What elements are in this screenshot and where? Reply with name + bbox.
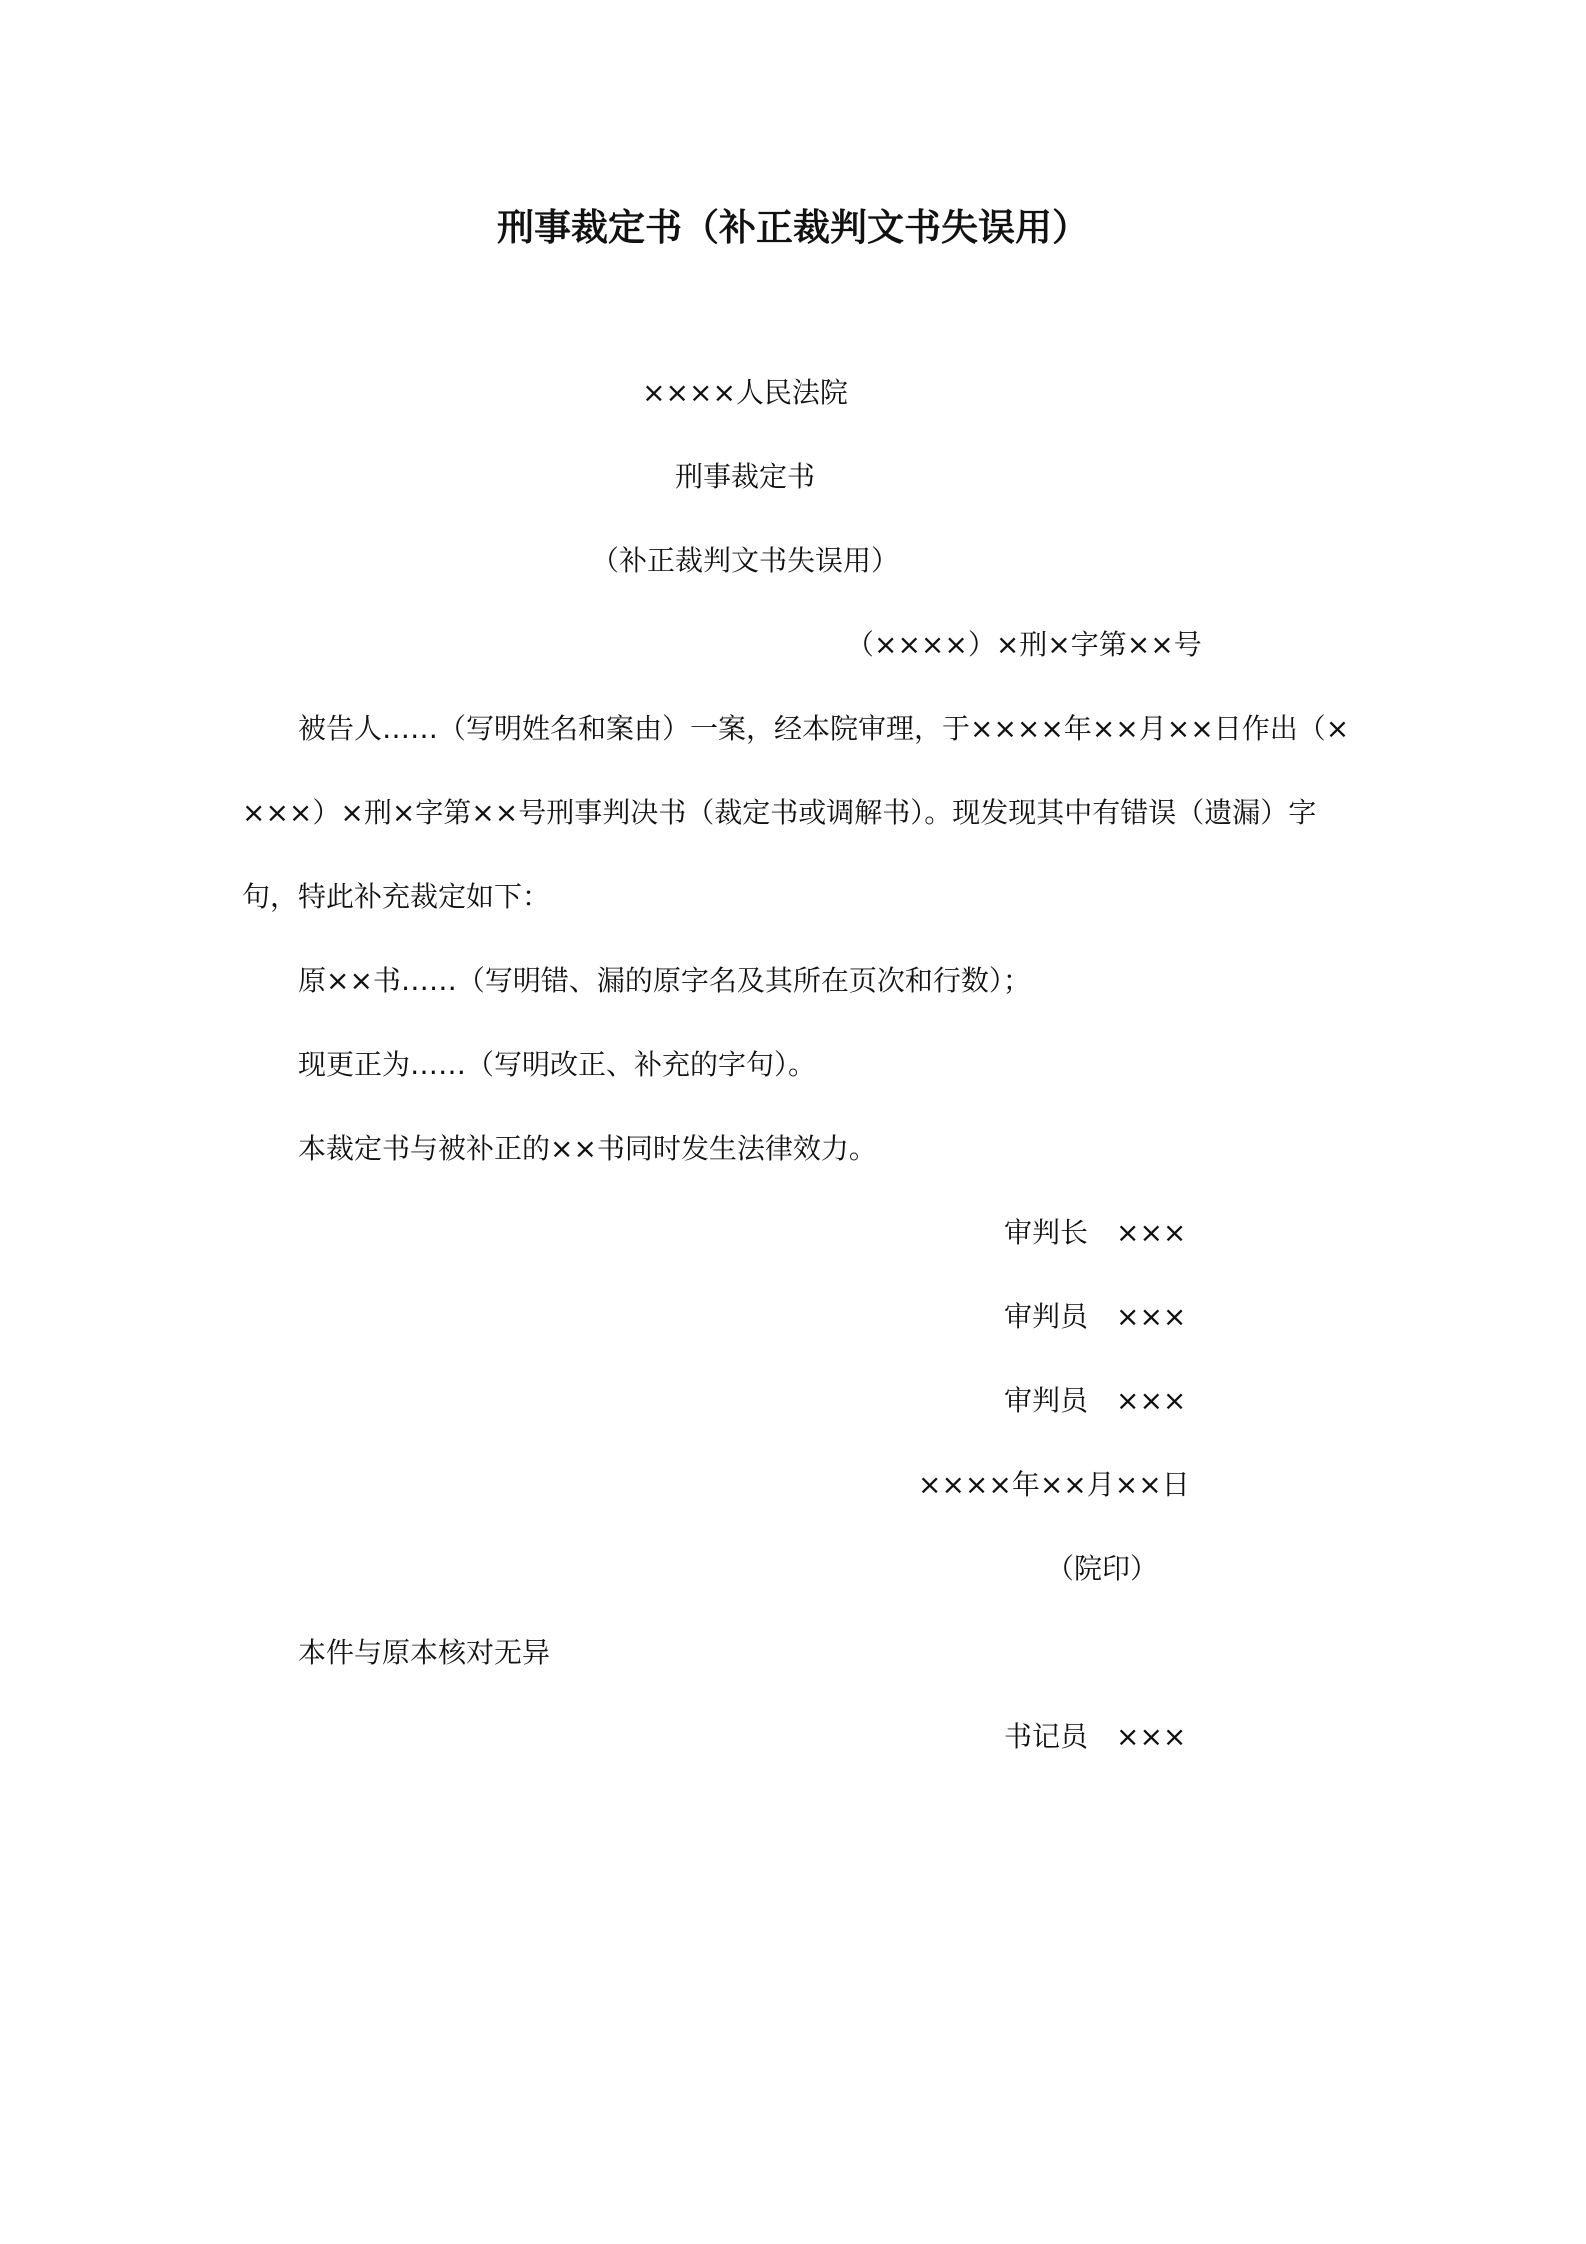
signature-judge-1 [1004, 1300, 1186, 1334]
page-title: 刑事裁定书（补正裁判文书失误用） [497, 206, 1089, 249]
signature-role: 审判员 [1004, 1300, 1089, 1333]
body-paragraph-4: 本裁定书与被补正的××书同时发生法律效力。 [298, 1132, 877, 1165]
signature-name: ××× [1116, 1300, 1187, 1333]
body-paragraph-2: 原××书……（写明错、漏的原字名及其所在页次和行数）； [298, 964, 1031, 997]
court-name: ××××人民法院 [642, 376, 848, 409]
case-number: （××××）×刑×字第××号 [846, 628, 1202, 661]
body-paragraph-3: 现更正为……（写明改正、补充的字句）。 [298, 1048, 817, 1081]
document-type: 刑事裁定书 [674, 460, 815, 493]
signature-presiding-judge [1004, 1216, 1186, 1250]
verification-note: 本件与原本核对无异 [298, 1636, 551, 1669]
body-paragraph-1-line-1: 被告人……（写明姓名和案由）一案，经本院审理，于××××年××月××日作出（× [298, 712, 1350, 745]
signature-role: 书记员 [1004, 1720, 1089, 1753]
document-date: ××××年××月××日 [918, 1468, 1190, 1501]
signature-name: ××× [1116, 1384, 1187, 1417]
signature-name: ××× [1116, 1720, 1187, 1753]
document-subtitle: （补正裁判文书失误用） [590, 544, 899, 577]
signature-role: 审判长 [1004, 1216, 1089, 1249]
court-seal: （院印） [1046, 1552, 1159, 1585]
signature-name: ××× [1116, 1216, 1187, 1249]
signature-judge-2 [1004, 1384, 1186, 1418]
body-paragraph-1-line-3: 句，特此补充裁定如下： [242, 880, 551, 913]
signature-role: 审判员 [1004, 1384, 1089, 1417]
signature-clerk [1004, 1720, 1186, 1754]
body-paragraph-1-line-2: ×××）×刑×字第××号刑事判决书（裁定书或调解书）。现发现其中有错误（遗漏）字 [242, 796, 1317, 829]
